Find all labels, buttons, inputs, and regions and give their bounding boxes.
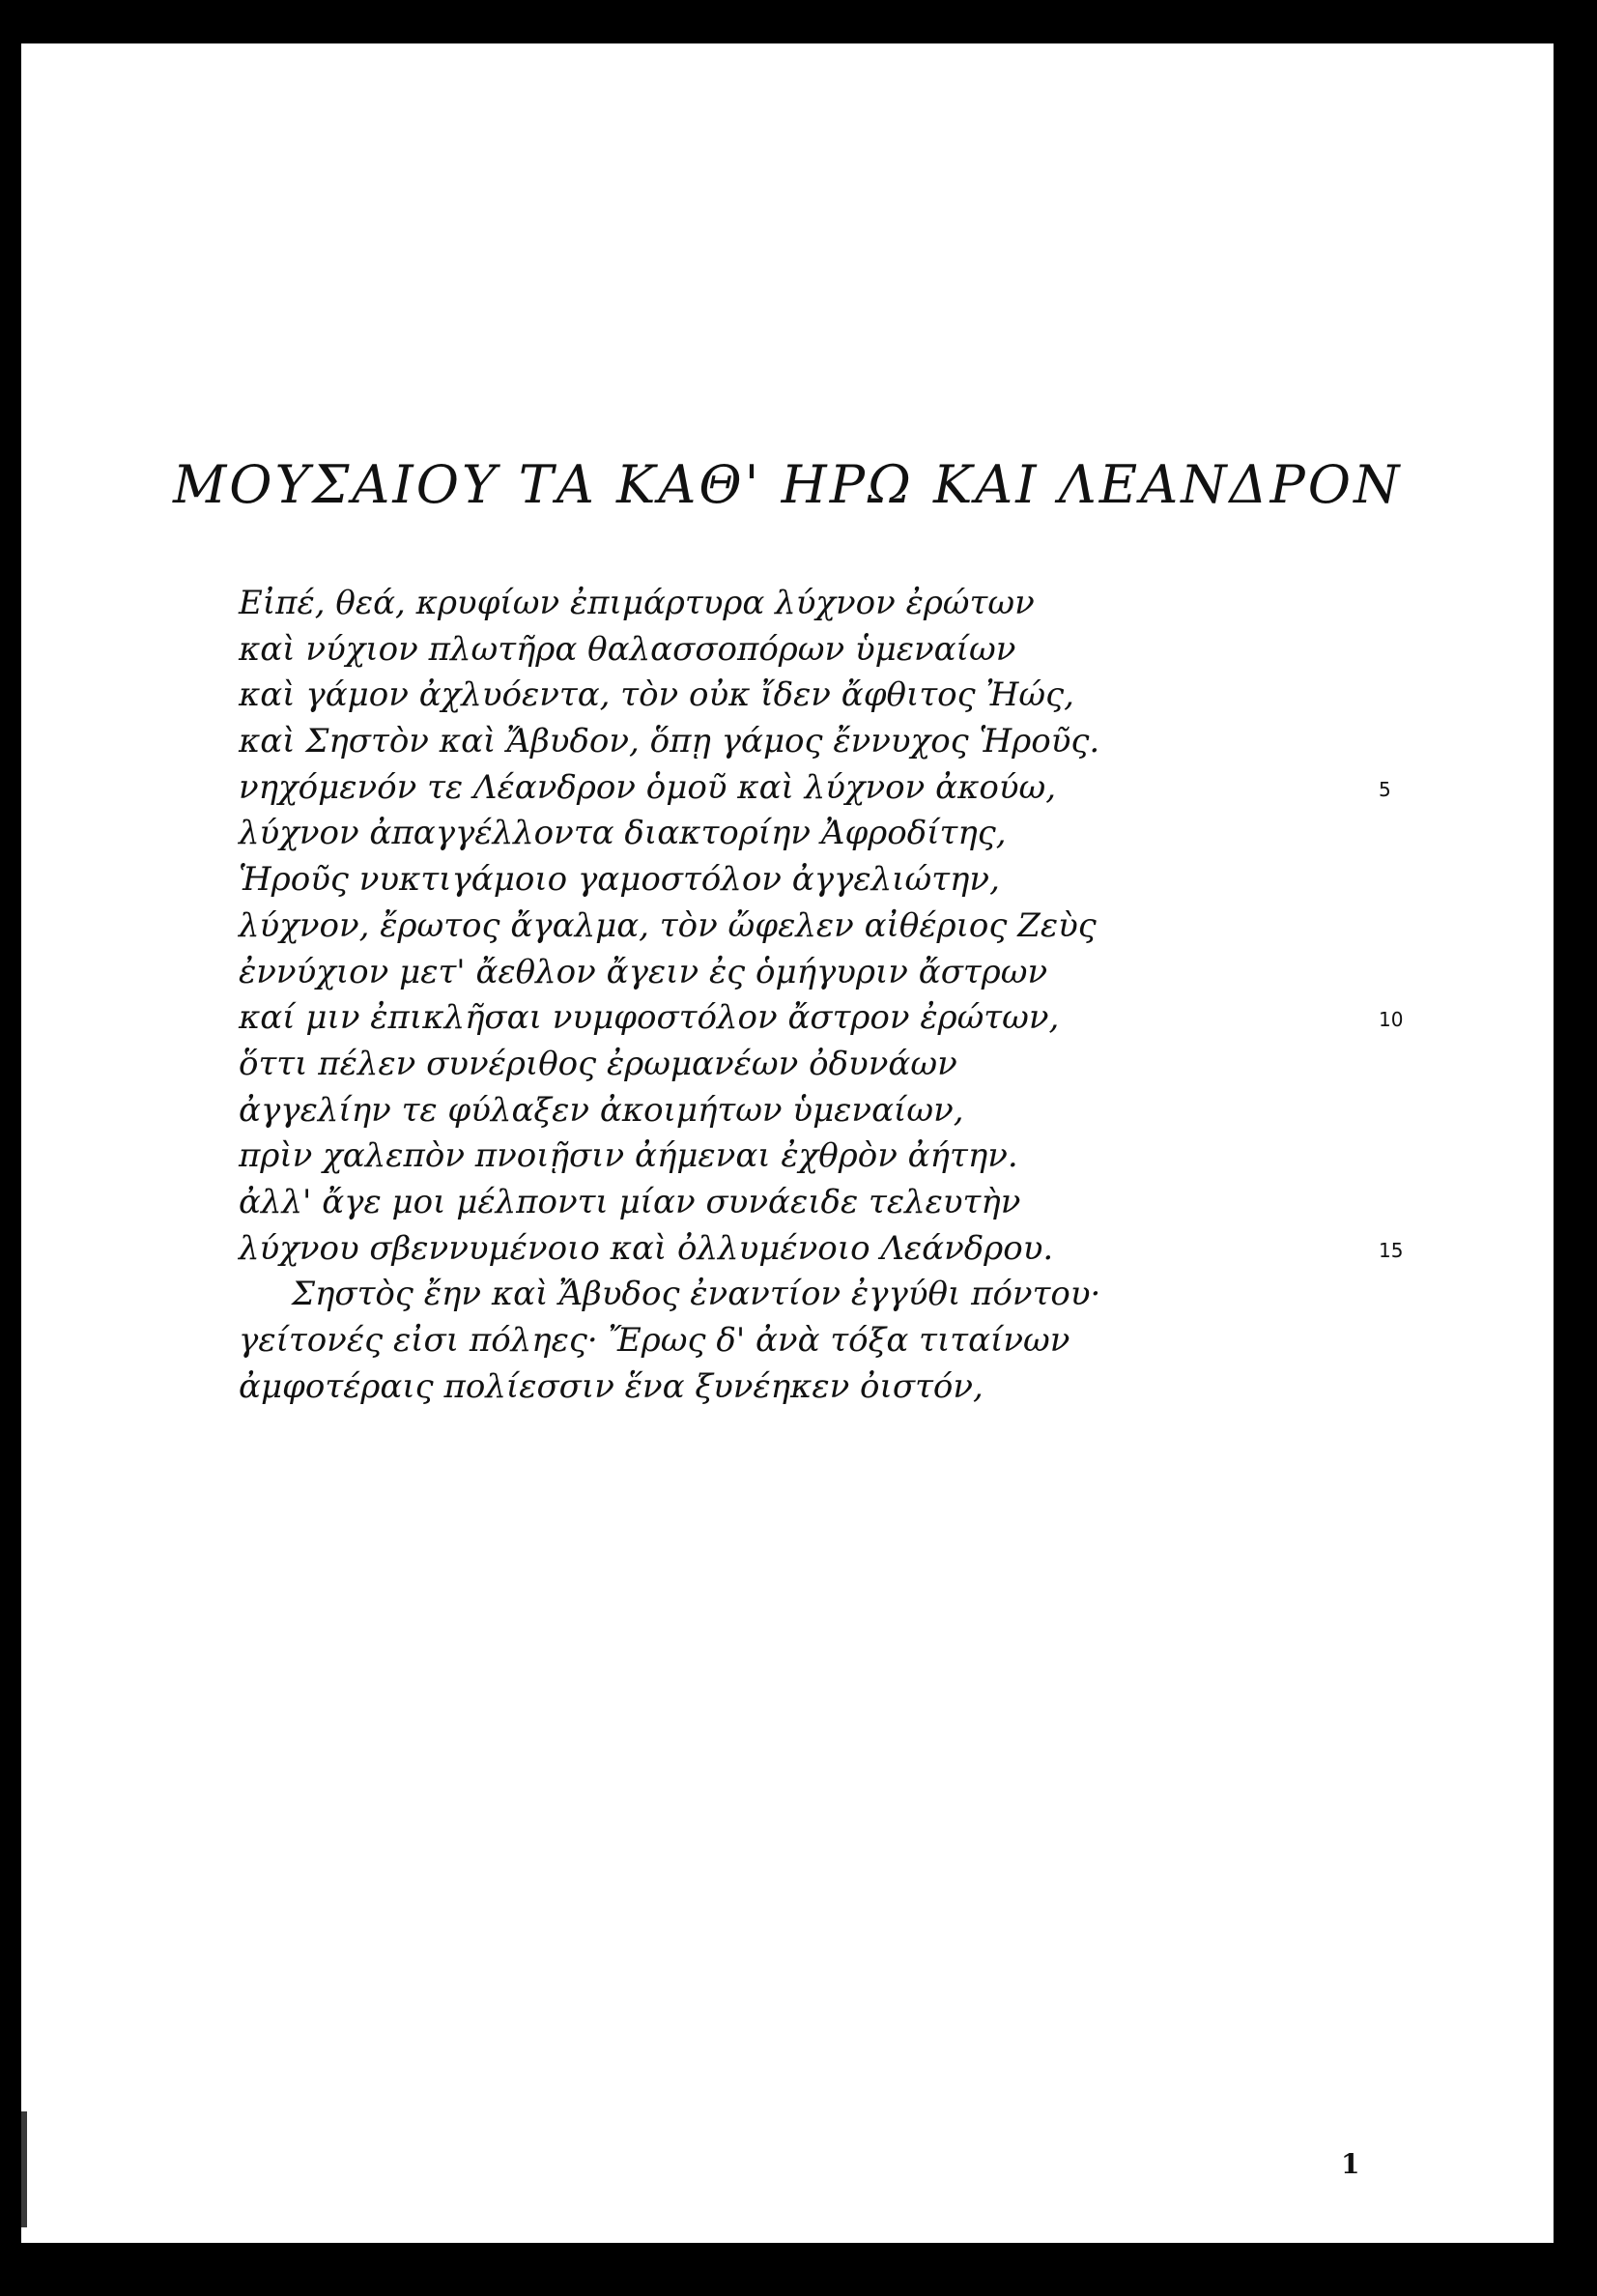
- verse-text: πρὶν χαλεπὸν πνοιῇσιν ἀήμεναι ἐχθρὸν ἀήτην.: [239, 1136, 1018, 1176]
- verse-line: [239, 904, 1301, 950]
- verse-text: λύχνον ἀπαγγέλλοντα διακτορίην Ἀφροδίτης,: [239, 814, 1007, 853]
- verse-line: [239, 581, 1301, 627]
- verse-line: [239, 1042, 1301, 1088]
- verse-line: [239, 1364, 1301, 1411]
- verse-line: [239, 1318, 1301, 1364]
- scan-edge-mark: [21, 2111, 27, 2227]
- poem-title: ΜΟΥΣΑΙΟΥ ΤΑ ΚΑΘ' ΗΡΩ ΚΑΙ ΛΕΑΝΔΡΟΝ: [173, 454, 1403, 515]
- verse-line: [239, 811, 1301, 857]
- verse-text: ἐννύχιον μετ' ἄεθλον ἄγειν ἐς ὁμήγυριν ἄστρων: [239, 952, 1048, 991]
- line-number: 5: [1379, 777, 1391, 801]
- line-number: 10: [1379, 1008, 1404, 1032]
- verse-text: Ἡροῦς νυκτιγάμοιο γαμοστόλον ἀγγελιώτην,: [239, 860, 1000, 900]
- verse-line: [239, 857, 1301, 904]
- verse-text: καὶ νύχιον πλωτῆρα θαλασσοπόρων ὑμεναίων: [239, 629, 1016, 669]
- verse-text: λύχνον, ἔρωτος ἄγαλμα, τὸν ὤφελεν αἰθέριος Ζεὺς: [239, 905, 1097, 945]
- verse-line: [239, 765, 1391, 812]
- verse-text: καί μιν ἐπικλῆσαι νυμφοστόλον ἄστρον ἐρώτων,: [239, 998, 1060, 1038]
- verse-text: Εἰπέ, θεά, κρυφίων ἐπιμάρτυρα λύχνον ἐρώτων: [239, 584, 1035, 622]
- poem-text: [239, 581, 1404, 1410]
- verse-text: λύχνου σβεννυμένοιο καὶ ὀλλυμένοιο Λεάνδρου.: [239, 1228, 1054, 1268]
- verse-line: [239, 1134, 1301, 1180]
- verse-line: [239, 1180, 1301, 1226]
- verse-text: καὶ Σηστὸν καὶ Ἄβυδον, ὅπῃ γάμος ἔννυχος Ἡροῦς.: [239, 722, 1100, 761]
- verse-text: γείτονές εἰσι πόληες· Ἔρως δ' ἀνὰ τόξα τιταίνων: [239, 1321, 1070, 1360]
- verse-text: νηχόμενόν τε Λέανδρον ὁμοῦ καὶ λύχνον ἀκούω,: [239, 767, 1057, 807]
- verse-text: ὅττι πέλεν συνέριθος ἐρωμανέων ὀδυνάων: [239, 1044, 957, 1083]
- verse-text: καὶ γάμον ἀχλυόεντα, τὸν οὐκ ἴδεν ἄφθιτος Ἠώς,: [239, 675, 1074, 715]
- verse-line: [239, 627, 1301, 674]
- verse-line: [239, 673, 1301, 719]
- verse-text: ἀμφοτέραις πολίεσσιν ἕνα ξυνέηκεν ὀιστόν,: [239, 1366, 984, 1406]
- verse-line: [239, 1272, 1301, 1318]
- verse-line: [239, 995, 1404, 1042]
- verse-text: ἀγγελίην τε φύλαξεν ἀκοιμήτων ὑμεναίων,: [239, 1090, 964, 1130]
- verse-line: [239, 1226, 1404, 1273]
- verse-line: [239, 1088, 1301, 1134]
- verse-text: Σηστὸς ἔην καὶ Ἄβυδος ἐναντίον ἐγγύθι πόντου·: [292, 1275, 1101, 1314]
- verse-text: ἀλλ' ἄγε μοι μέλποντι μίαν συνάειδε τελευτὴν: [239, 1182, 1021, 1221]
- page-number: 1: [1341, 2148, 1360, 2180]
- verse-line: [239, 719, 1301, 765]
- line-number: 15: [1379, 1238, 1404, 1262]
- page: [21, 43, 1554, 2243]
- verse-line: [239, 950, 1301, 996]
